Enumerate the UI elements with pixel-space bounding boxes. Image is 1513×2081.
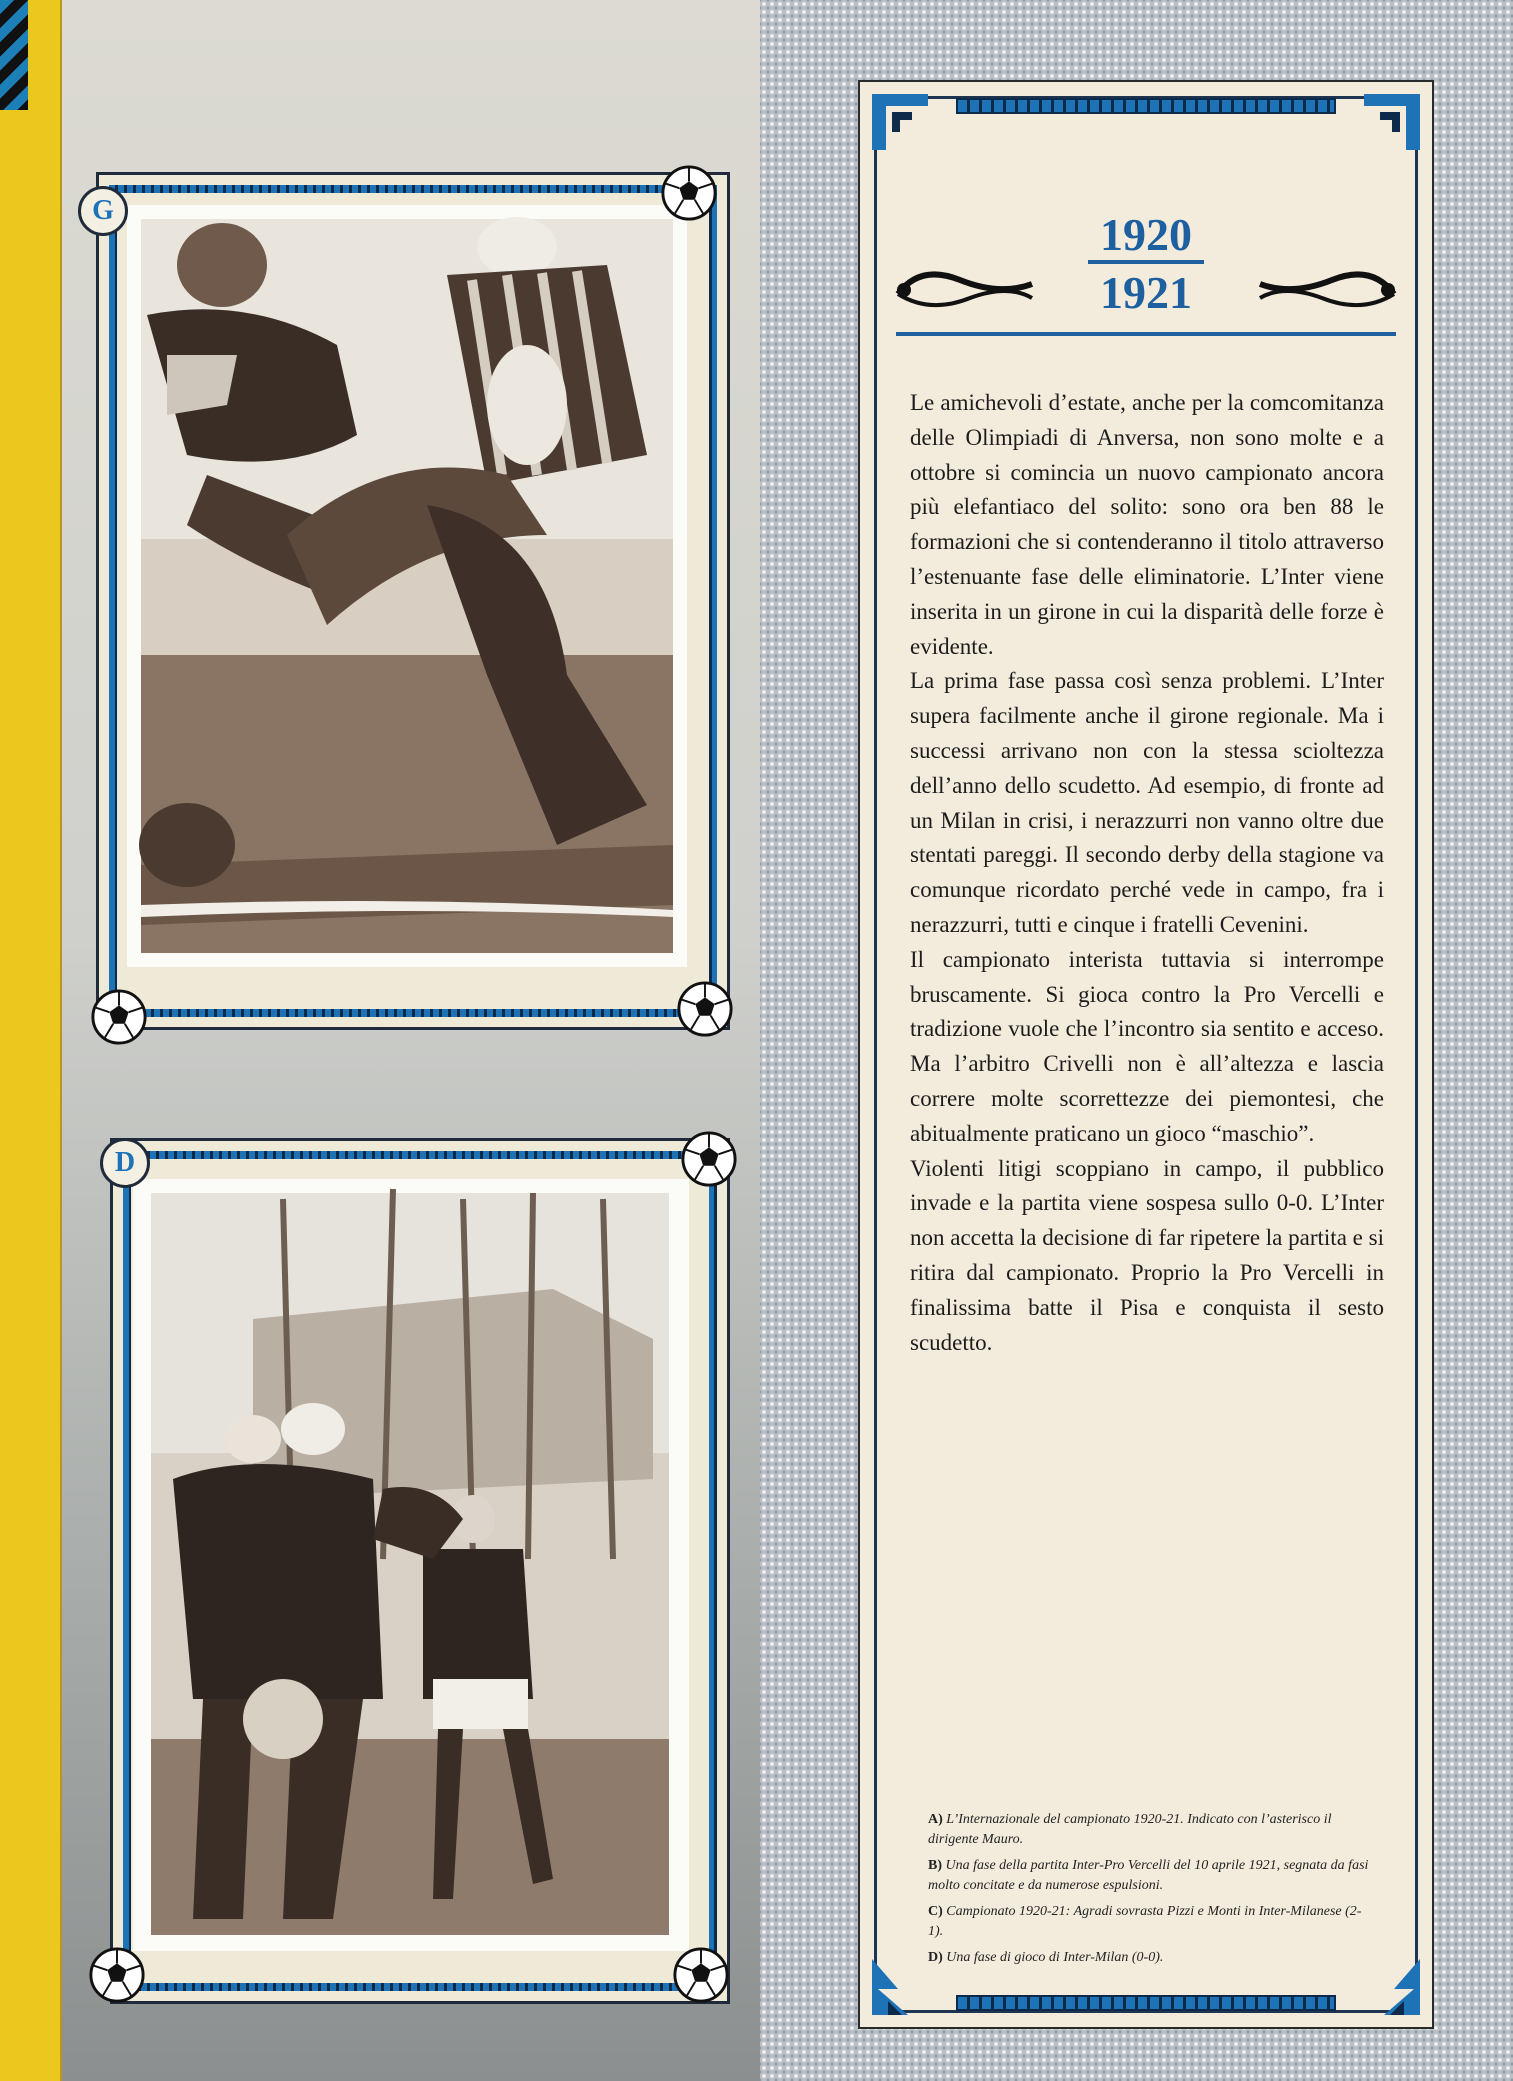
photo-frame-g — [96, 172, 730, 1030]
year-end: 1921 — [1100, 267, 1192, 318]
caption-text: L’Internazionale del campionato 1920-21. Indicato con l’asterisco il dirigente Mauro. — [928, 1812, 1332, 1847]
football-action-photo — [127, 205, 687, 967]
paragraph: La prima fase passa così senza problemi. L’Inter supera facilmente anche il girone regionale. Ma i successi arrivano non con la stessa scioltezza dell’anno dello scudetto. Ad esempio, di fronte ad un Milan in crisi, i nerazzurri non vanno oltre due stentati pareggi. Il secondo derby della stagione va comunque ricordato perché vede in campo, fra i nerazzurri, tutti e cinque i fratelli Cevenini. — [910, 668, 1384, 937]
caption-letter: B) — [928, 1858, 942, 1873]
text-panel — [858, 80, 1434, 2029]
photo-frame-d — [110, 1138, 730, 2004]
panel-top-bar — [956, 98, 1336, 114]
football-icon — [672, 1946, 730, 2004]
caption-item — [928, 1948, 1372, 1968]
caption-letter: A) — [928, 1812, 943, 1827]
album-spine — [0, 0, 62, 2081]
paragraph: Violenti litigi scoppiano in campo, il pubblico invade e la partita viene sospesa sullo 0-0. L’Inter non accetta la decisione di far ripetere la partita e si ritira dal campionato. Proprio la Pro Vercelli in finalissima batte il Pisa e conquista il sesto scudetto. — [910, 1155, 1384, 1355]
paragraph: Il campionato interista tuttavia si interrompe bruscamente. Si gioca contro la Pro Vercelli e tradizione vuole che l’incontro sia sentito e acceso. Ma l’arbitro Crivelli non è all’altezza e lascia correre molte scorrettezze dei piemontesi, che abitualmente praticano un gioco “maschio”. — [910, 946, 1384, 1146]
sticker-photo-g[interactable] — [127, 205, 687, 967]
year-start: 1920 — [1100, 209, 1192, 260]
football-icon — [88, 1946, 146, 2004]
caption-item — [928, 1902, 1372, 1942]
football-icon — [90, 988, 148, 1046]
caption-item — [928, 1856, 1372, 1896]
corner-ornament-icon — [1354, 90, 1424, 160]
caption-letter: C) — [928, 1904, 943, 1919]
football-match-photo — [133, 1179, 689, 1951]
caption-item — [928, 1810, 1372, 1850]
caption-text: Una fase di gioco di Inter-Milan (0-0). — [946, 1950, 1164, 1965]
photo-captions — [928, 1810, 1372, 1974]
header-rule — [896, 332, 1396, 336]
football-icon — [660, 164, 718, 222]
photo-letter-d-text: D — [114, 1147, 136, 1178]
photo-letter-d — [100, 1138, 150, 1188]
corner-ornament-icon — [868, 90, 938, 160]
football-icon — [676, 980, 734, 1038]
caption-text: Una fase della partita Inter-Pro Vercelli del 10 aprile 1921, segnata da fasi molto concitate e da numerose espulsioni. — [928, 1858, 1369, 1893]
year-divider — [1088, 260, 1204, 264]
panel-bottom-bar — [956, 1995, 1336, 2011]
spine-stripe — [0, 0, 28, 110]
article-body — [910, 386, 1384, 1360]
photo-letter-g — [78, 186, 128, 236]
football-icon — [680, 1130, 738, 1188]
photo-letter-g-text: G — [92, 195, 114, 226]
caption-letter: D) — [928, 1950, 943, 1965]
swirl-ornament-icon — [1252, 254, 1402, 324]
swirl-ornament-icon — [890, 254, 1040, 324]
sticker-photo-d[interactable] — [133, 1179, 689, 1951]
caption-text: Campionato 1920-21: Agradi sovrasta Pizzi e Monti in Inter-Milanese (2-1). — [928, 1904, 1362, 1939]
paragraph: Le amichevoli d’estate, anche per la comcomitanza delle Olimpiadi di Anversa, non sono molte e a ottobre si comincia un nuovo campionato ancora più elefantiaco del solito: sono ora ben 88 le formazioni che si contenderanno il titolo attraverso l’estenuante fase delle eliminatorie. L’Inter viene inserita in un girone in cui la disparità delle forze è evidente. — [910, 390, 1384, 659]
